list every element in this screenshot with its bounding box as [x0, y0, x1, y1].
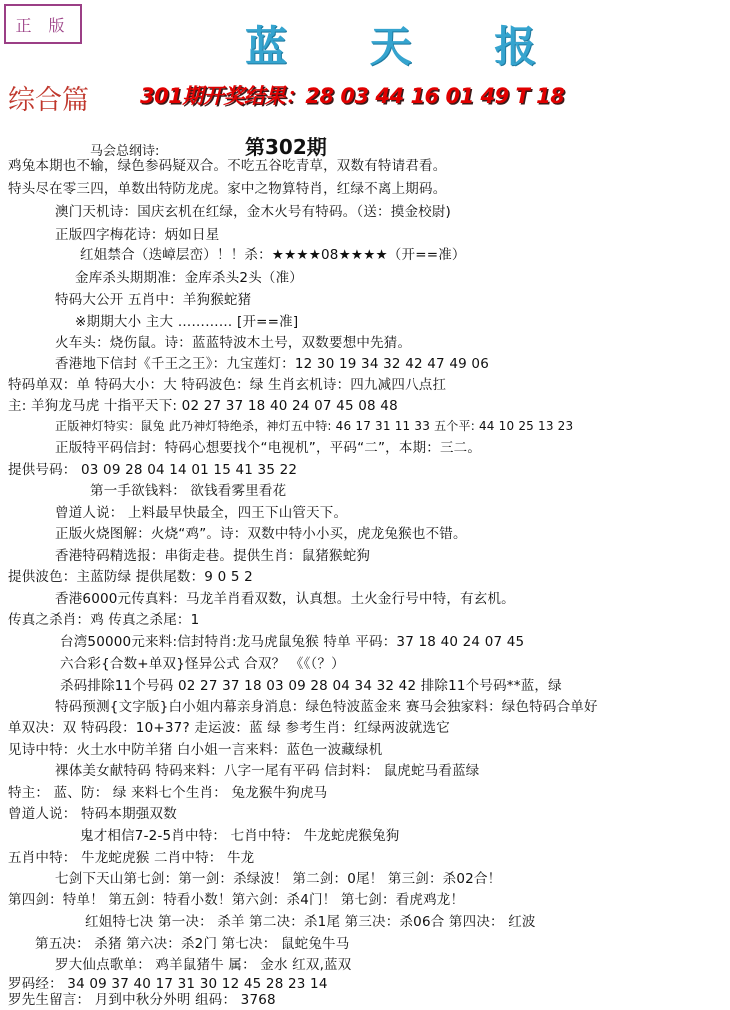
text-line: 香港地下信封《千王之王》：九宝莲灯：12 30 19 34 32 42 47 49 06 — [55, 356, 489, 372]
text-line: 马会总纲诗: — [90, 144, 160, 159]
text-line: 台湾50000元来料:信封特肖:龙马虎鼠兔猴 特单 平码：37 18 40 24 07 45 — [60, 634, 525, 650]
text-line: 香港6000元传真料：马龙羊肖看双数，认真想。土火金行号中特，有玄机。 — [55, 591, 515, 607]
authentic-stamp: 正 版 — [4, 4, 82, 44]
text-line: 特码单双：单 特码大小：大 特码波色：绿 生肖玄机诗：四九减四八点扛 — [8, 377, 447, 393]
text-line: 第一手欲钱料： 欲钱看雾里看花 — [90, 483, 287, 499]
text-line: 鸡兔本期也不输，绿色参码疑双合。不吃五谷吃青草，双数有特请君看。 — [8, 158, 447, 174]
text-line: 曾道人说： 上料最早快最全，四王下山管天下。 — [55, 505, 348, 521]
text-line: 火车头：烧伤鼠。诗：蓝蓝特波木土号，双数要想中先猜。 — [55, 335, 412, 351]
text-line: 特主： 蓝、防： 绿 来料七个生肖： 兔龙猴牛狗虎马 — [8, 785, 328, 801]
text-line: 罗先生留言： 月到中秋分外明 组码： 3768 — [8, 992, 276, 1008]
text-line: 主: 羊狗龙马虎 十指平天下: 02 27 37 18 40 24 07 45 08 48 — [8, 398, 398, 414]
text-line: 单双决：双 特码段：10+37? 走运波：蓝 绿 参考生肖：红绿两波就选它 — [8, 720, 450, 736]
text-line: 特码预测{文字版}白小姐内幕亲身消息：绿色特波蓝金来 赛马会独家料：绿色特码合单好 — [55, 699, 598, 715]
text-line: 第四剑：特单！ 第五剑：特看小数！第六剑：杀4门！ 第七剑：看虎鸡龙！ — [8, 892, 465, 908]
text-line: 提供号码： 03 09 28 04 14 01 15 41 35 22 — [8, 462, 298, 478]
text-line: 传真之杀肖：鸡 传真之杀尾：1 — [8, 612, 200, 628]
text-line: 澳门天机诗：国庆玄机在红绿，金木火号有特码。（送：摸金校尉) — [55, 204, 452, 220]
draw-result: 301期开奖结果：28 03 44 16 01 49 T 18 — [140, 84, 565, 108]
text-line: 红姐禁合（迭嶂层峦）！！杀：★★★★08★★★★（开==准） — [80, 247, 466, 263]
text-line: 六合彩{合数+单双}怪异公式 合双？ 《《（？） — [60, 656, 345, 672]
text-line: 金库杀头期期准：金库杀头2头（准） — [75, 270, 303, 286]
text-line: ※期期大小 主大 ………… [开==准] — [75, 314, 299, 330]
text-line: 第五决： 杀猪 第六决：杀2门 第七决： 鼠蛇兔牛马 — [35, 936, 350, 952]
section-label: 综合篇 — [8, 85, 89, 116]
text-line: 七剑下天山第七剑：第一剑：杀绿波！ 第二剑：0尾！ 第三剑：杀02合！ — [55, 871, 502, 887]
text-line: 香港特码精选报：串街走巷。提供生肖：鼠猪猴蛇狗 — [55, 548, 371, 564]
text-line: 杀码排除11个号码 02 27 37 18 03 09 28 04 34 32 42 排除11个号码**蓝，绿 — [60, 678, 562, 694]
text-line: 鬼才相信7-2-5肖中特： 七肖中特： 牛龙蛇虎猴兔狗 — [80, 828, 400, 844]
text-line: 正版特平码信封：特码心想要找个“电视机”，平码“二”，本期：三二。 — [55, 440, 482, 456]
text-line: 裸体美女献特码 特码来料：八字一尾有平码 信封料： 鼠虎蛇马看蓝绿 — [55, 763, 480, 779]
text-line: 特头尽在零三四，单数出特防龙虎。家中之物算特肖，红绿不离上期码。 — [8, 181, 447, 197]
text-line: 正版神灯特实：鼠兔 此乃神灯特绝杀，神灯五中特: 46 17 31 11 33 五个平: 44 10 25 13 23 — [55, 419, 574, 433]
text-line: 罗码经： 34 09 37 40 17 31 30 12 45 28 23 14 — [8, 976, 328, 992]
text-line: 红姐特七决 第一决： 杀羊 第二决：杀1尾 第三决：杀06合 第四决： 红波 — [85, 914, 536, 930]
text-line: 提供波色：主蓝防绿 提供尾数：9 0 5 2 — [8, 569, 253, 585]
text-line: 正版火烧图解：火烧“鸡”。诗：双数中特小小买，虎龙兔猴也不错。 — [55, 526, 467, 542]
text-line: 特码大公开 五肖中：羊狗猴蛇猪 — [55, 292, 252, 308]
text-line: 见诗中特：火土水中防羊猪 白小姐一言来料：蓝色一波藏绿机 — [8, 742, 383, 758]
issue-number: 第302期 — [245, 135, 327, 159]
text-line: 正版四字梅花诗：炳如日星 — [55, 227, 220, 243]
page-title: 蓝 天 报 — [245, 22, 571, 71]
text-line: 曾道人说： 特码本期强双数 — [8, 806, 177, 822]
text-line: 罗大仙点歌单： 鸡羊鼠猪牛 属： 金水 红双,蓝双 — [55, 957, 352, 973]
text-line: 五肖中特： 牛龙蛇虎猴 二肖中特： 牛龙 — [8, 850, 255, 866]
